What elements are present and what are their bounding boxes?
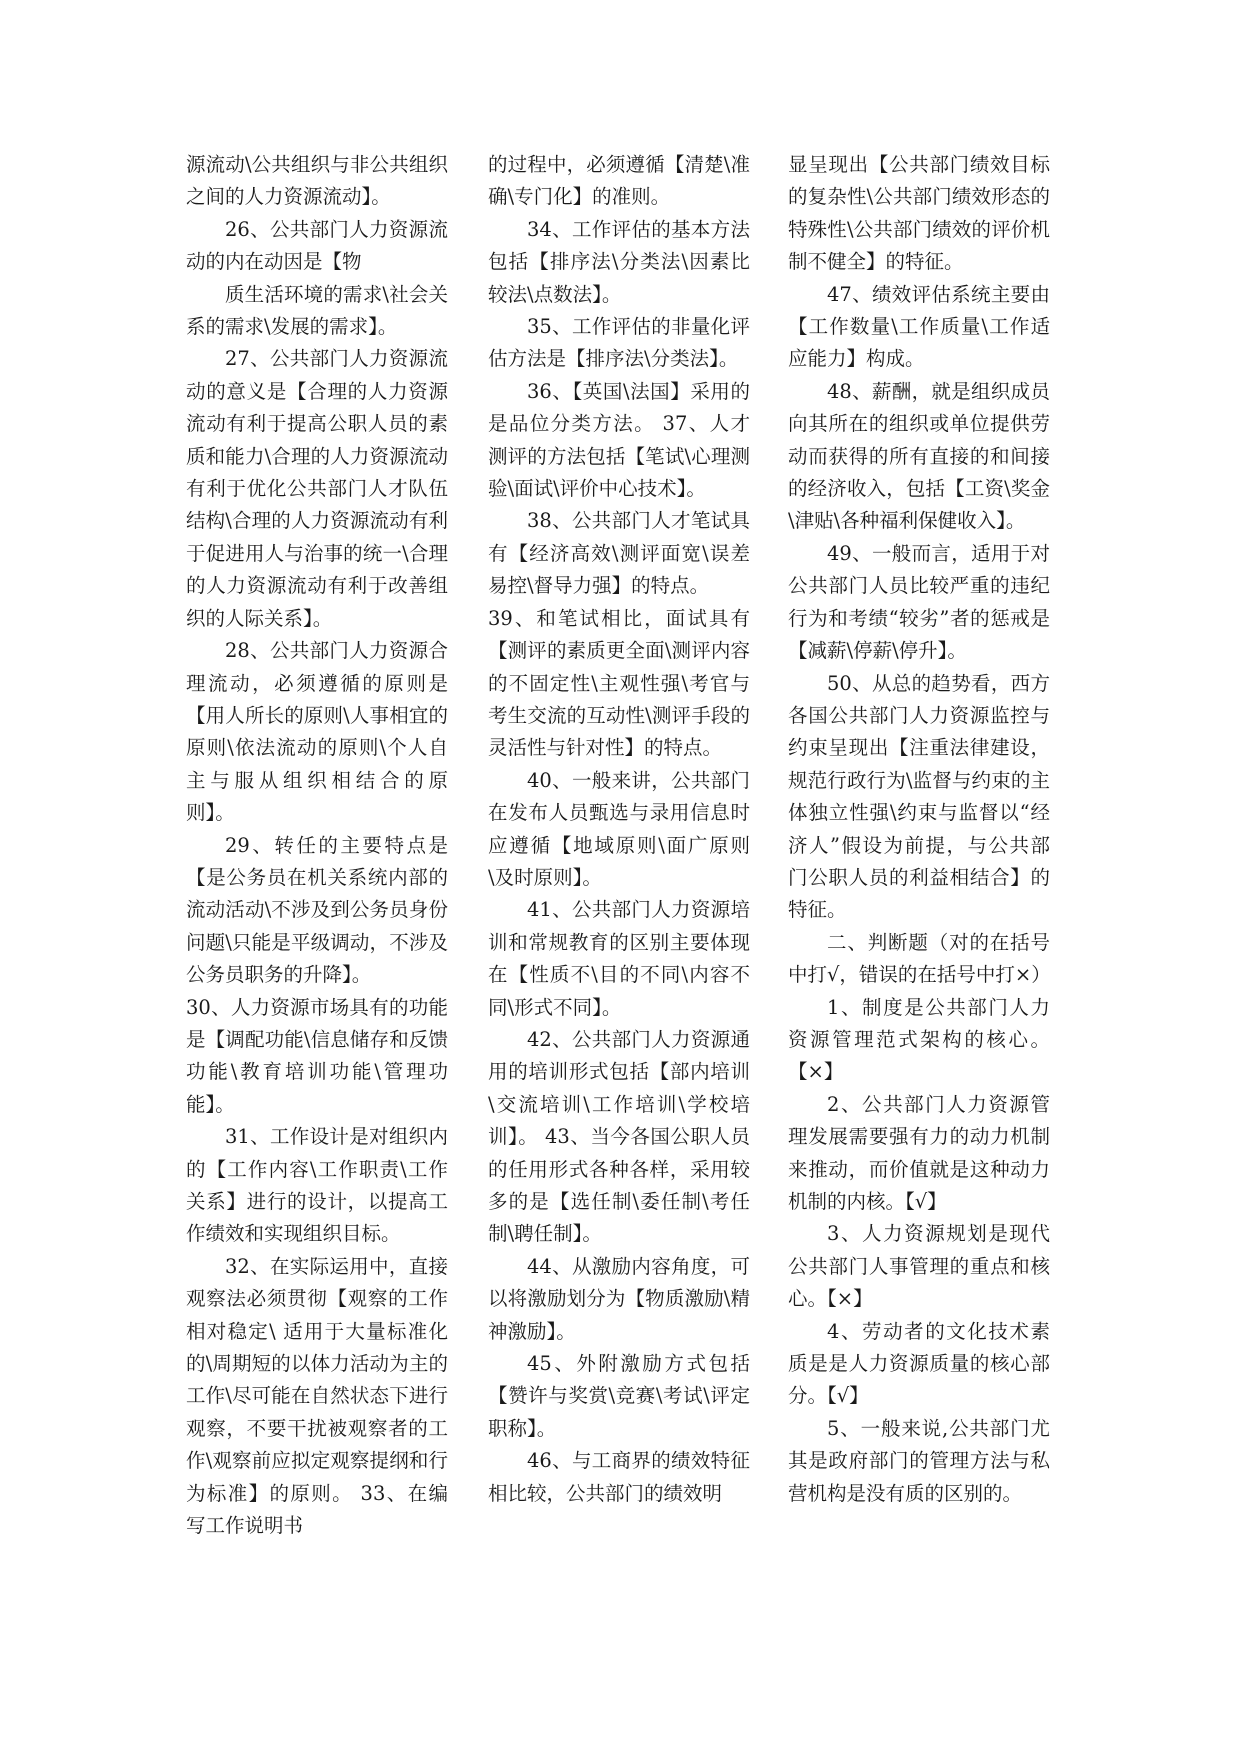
- paragraph: 31、工作设计是对组织内的【工作内容\工作职责\工作关系】进行的设计，以提高工作绩效和实现组织目标。: [186, 1125, 448, 1246]
- paragraph: 5、一般来说,公共部门尤其是政府部门的管理方法与私营机构是没有质的区别的。: [788, 1416, 1050, 1505]
- paragraph: 源流动\公共组织与非公共组织之间的人力资源流动】。: [186, 153, 448, 209]
- text-column-3: [788, 149, 1050, 1510]
- paragraph: 26、公共部门人力资源流动的内在动因是【物: [186, 217, 448, 274]
- paragraph: 的过程中，必须遵循【清楚\准确\专门化】的准则。: [488, 153, 750, 209]
- paragraph: 29、转任的主要特点是【是公务员在机关系统内部的流动活动\不涉及到公务员身份问题\只能是平级调动，不涉及公务员职务的升降】。: [186, 833, 448, 987]
- paragraph: 47、绩效评估系统主要由【工作数量\工作质量\工作适应能力】构成。: [788, 282, 1050, 371]
- paragraph: 39、和笔试相比，面试具有【测评的素质更全面\测评内容的不固定性\主观性强\考官与考生交流的互动性\测评手段的灵活性与针对性】的特点。: [488, 606, 750, 760]
- paragraph: 41、公共部门人力资源培训和常规教育的区别主要体现在【性质不\目的不同\内容不同\形式不同】。: [488, 898, 750, 1019]
- paragraph: 27、公共部门人力资源流动的意义是【合理的人力资源流动有利于提高公职人员的素质和能力\合理的人力资源流动有利于优化公共部门人才队伍结构\合理的人力资源流动有利于促进用人与治事的统一\合理的人力资源流动有利于改善组织的人际关系】。: [186, 347, 448, 630]
- paragraph: 45、外附激励方式包括【赞许与奖赏\竞赛\考试\评定职称】。: [488, 1352, 750, 1440]
- section-heading: 二、判断题（对的在括号中打√，错误的在括号中打×）: [788, 930, 1051, 987]
- paragraph: 3、人力资源规划是现代公共部门人事管理的重点和核心。【×】: [788, 1222, 1050, 1311]
- paragraph: 44、从激励内容角度，可以将激励划分为【物质激励\精神激励】。: [488, 1254, 750, 1343]
- text-column-2: [488, 149, 750, 1510]
- paragraph: 28、公共部门人力资源合理流动，必须遵循的原则是【用人所长的原则\人事相宜的原则\依法流动的原则\个人自主与服从组织相结合的原则】。: [186, 639, 448, 825]
- paragraph: 1、制度是公共部门人力资源管理范式架构的核心。【×】: [788, 995, 1050, 1084]
- paragraph: 2、公共部门人力资源管理发展需要强有力的动力机制来推动，而价值就是这种动力机制的内核。【√】: [788, 1092, 1050, 1213]
- paragraph: 32、在实际运用中，直接观察法必须贯彻【观察的工作相对稳定\ 适用于大量标准化的\周期短的以体力活动为主的工作\尽可能在自然状态下进行观察，不要干扰被观察者的工作\观察前应拟定观察提纲和行为标准】的原则。 33、在编写工作说明书: [186, 1254, 448, 1538]
- paragraph: 质生活环境的需求\社会关系的需求\发展的需求】。: [186, 282, 448, 339]
- paragraph: 30、人力资源市场具有的功能是【调配功能\信息储存和反馈功能\教育培训功能\管理功能】。: [186, 995, 448, 1116]
- paragraph: 34、工作评估的基本方法包括【排序法\分类法\因素比较法\点数法】。: [488, 217, 750, 306]
- text-column-1: [186, 149, 448, 1542]
- paragraph: 显呈现出【公共部门绩效目标的复杂性\公共部门绩效形态的特殊性\公共部门绩效的评价机制不健全】的特征。: [788, 153, 1050, 274]
- paragraph: 48、薪酬，就是组织成员向其所在的组织或单位提供劳动而获得的所有直接的和间接的经济收入，包括【工资\奖金\津贴\各种福利保健收入】。: [788, 379, 1050, 533]
- paragraph: 4、劳动者的文化技术素质是是人力资源质量的核心部分。【√】: [788, 1319, 1050, 1408]
- paragraph: 46、与工商界的绩效特征相比较，公共部门的绩效明: [488, 1449, 750, 1505]
- paragraph: 40、一般来讲，公共部门在发布人员甄选与录用信息时应遵循【地域原则\面广原则\及时原则】。: [488, 768, 750, 889]
- paragraph: 49、一般而言，适用于对公共部门人员比较严重的违纪行为和考绩“较劣”者的惩戒是【减薪\停薪\停升】。: [788, 541, 1050, 663]
- paragraph: 36、【英国\法国】采用的是品位分类方法。 37、人才测评的方法包括【笔试\心理测验\面试\评价中心技术】。: [488, 379, 750, 501]
- paragraph: 50、从总的趋势看，西方各国公共部门人力资源监控与约束呈现出【注重法律建设，规范行政行为\监督与约束的主体独立性强\约束与监督以“经济人”假设为前提，与公共部门公职人员的利益相结合】的特征。: [788, 671, 1050, 922]
- paragraph: 35、工作评估的非量化评估方法是【排序法\分类法】。: [488, 315, 750, 371]
- paragraph: 42、公共部门人力资源通用的培训形式包括【部内培训\交流培训\工作培训\学校培训】。 43、当今各国公职人员的任用形式各种各样，采用较多的是【选任制\委任制\考任制\聘任制】。: [488, 1027, 750, 1246]
- paragraph: 38、公共部门人才笔试具有【经济高效\测评面宽\误差易控\督导力强】的特点。: [488, 509, 750, 598]
